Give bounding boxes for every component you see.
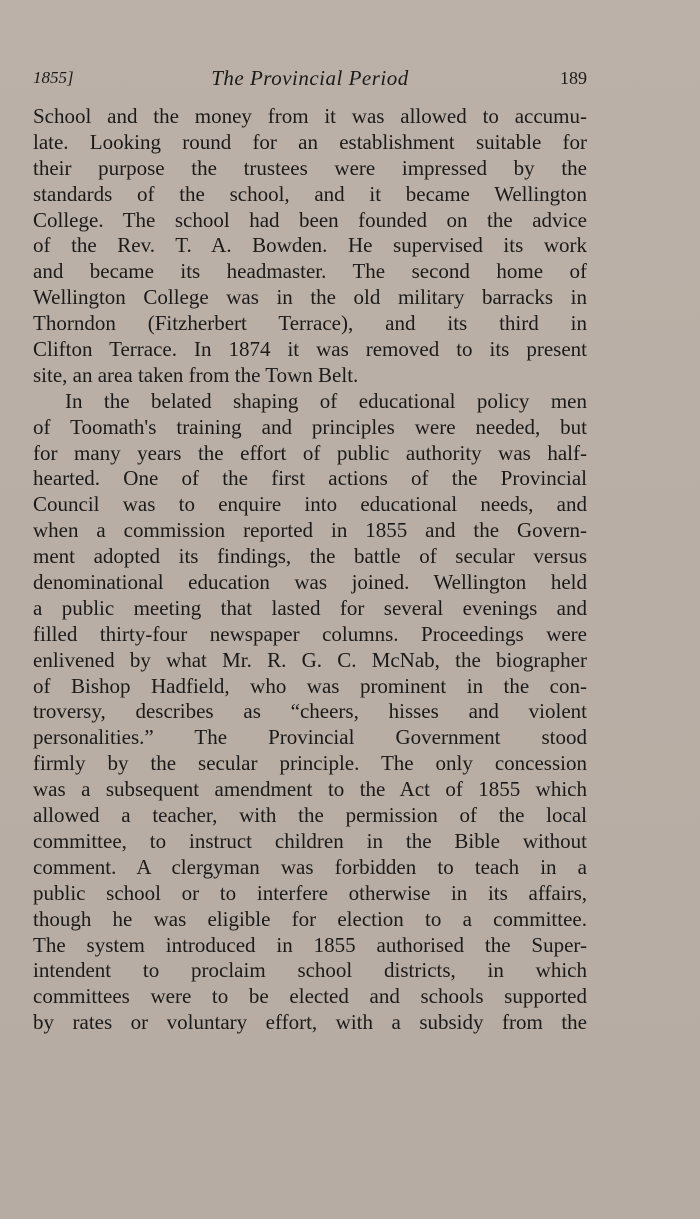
text-line: and became its headmaster. The second home of <box>33 259 587 284</box>
header-chapter-title: The Provincial Period <box>211 66 409 90</box>
text-line: standards of the school, and it became Wellington <box>33 181 587 206</box>
text-line: troversy, describes as “cheers, hisses and violent <box>33 699 587 724</box>
text-line: College. The school had been founded on the advice <box>33 207 587 232</box>
text-line: filled thirty-four newspaper columns. Proceedings were <box>33 621 587 646</box>
text-line: when a commission reported in 1855 and the Govern- <box>33 518 587 543</box>
text-line: site, an area taken from the Town Belt. <box>33 362 359 387</box>
text-line: ment adopted its findings, the battle of secular versus <box>33 544 587 569</box>
text-line: allowed a teacher, with the permission of the local <box>33 803 587 828</box>
page-number: 189 <box>560 68 587 88</box>
text-line: by rates or voluntary effort, with a subsidy from the <box>33 1010 587 1035</box>
text-line: late. Looking round for an establishment suitable for <box>33 129 587 154</box>
text-line: In the belated shaping of educational policy men <box>65 388 587 413</box>
text-line: for many years the effort of public authority was half- <box>33 440 587 465</box>
text-line: Wellington College was in the old military barracks in <box>33 285 587 310</box>
text-line: a public meeting that lasted for several evenings and <box>33 595 587 620</box>
text-line: of Toomath's training and principles were needed, but <box>33 414 587 439</box>
text-line: School and the money from it was allowed to accumu- <box>33 104 587 128</box>
text-line: their purpose the trustees were impressed by the <box>33 155 587 180</box>
text-line: committee, to instruct children in the Bible without <box>33 828 587 853</box>
header-year: 1855] <box>33 68 74 87</box>
text-line: firmly by the secular principle. The only concession <box>33 751 587 776</box>
running-header <box>33 66 587 96</box>
text-line: enlivened by what Mr. R. G. C. McNab, the biographer <box>33 647 587 672</box>
body-text <box>33 104 587 1036</box>
text-line: was a subsequent amendment to the Act of 1855 which <box>33 777 587 802</box>
text-line: Thorndon (Fitzherbert Terrace), and its third in <box>33 311 587 336</box>
text-line: Clifton Terrace. In 1874 it was removed to its present <box>33 337 587 362</box>
text-line: Council was to enquire into educational needs, and <box>33 492 587 517</box>
text-line: of Bishop Hadfield, who was prominent in the con- <box>33 673 587 698</box>
text-line: The system introduced in 1855 authorised the Super- <box>33 932 587 957</box>
text-line: committees were to be elected and schools supported <box>33 984 587 1009</box>
text-line: intendent to proclaim school districts, in which <box>33 958 587 983</box>
text-line: public school or to interfere otherwise in its affairs, <box>33 880 587 905</box>
text-line: of the Rev. T. A. Bowden. He supervised its work <box>33 233 587 258</box>
text-line: denominational education was joined. Wellington held <box>33 570 587 595</box>
text-line: comment. A clergyman was forbidden to teach in a <box>33 854 587 879</box>
text-line: personalities.” The Provincial Government stood <box>33 725 587 750</box>
text-line: hearted. One of the first actions of the Provincial <box>33 466 587 491</box>
text-line: though he was eligible for election to a committee. <box>33 906 587 931</box>
